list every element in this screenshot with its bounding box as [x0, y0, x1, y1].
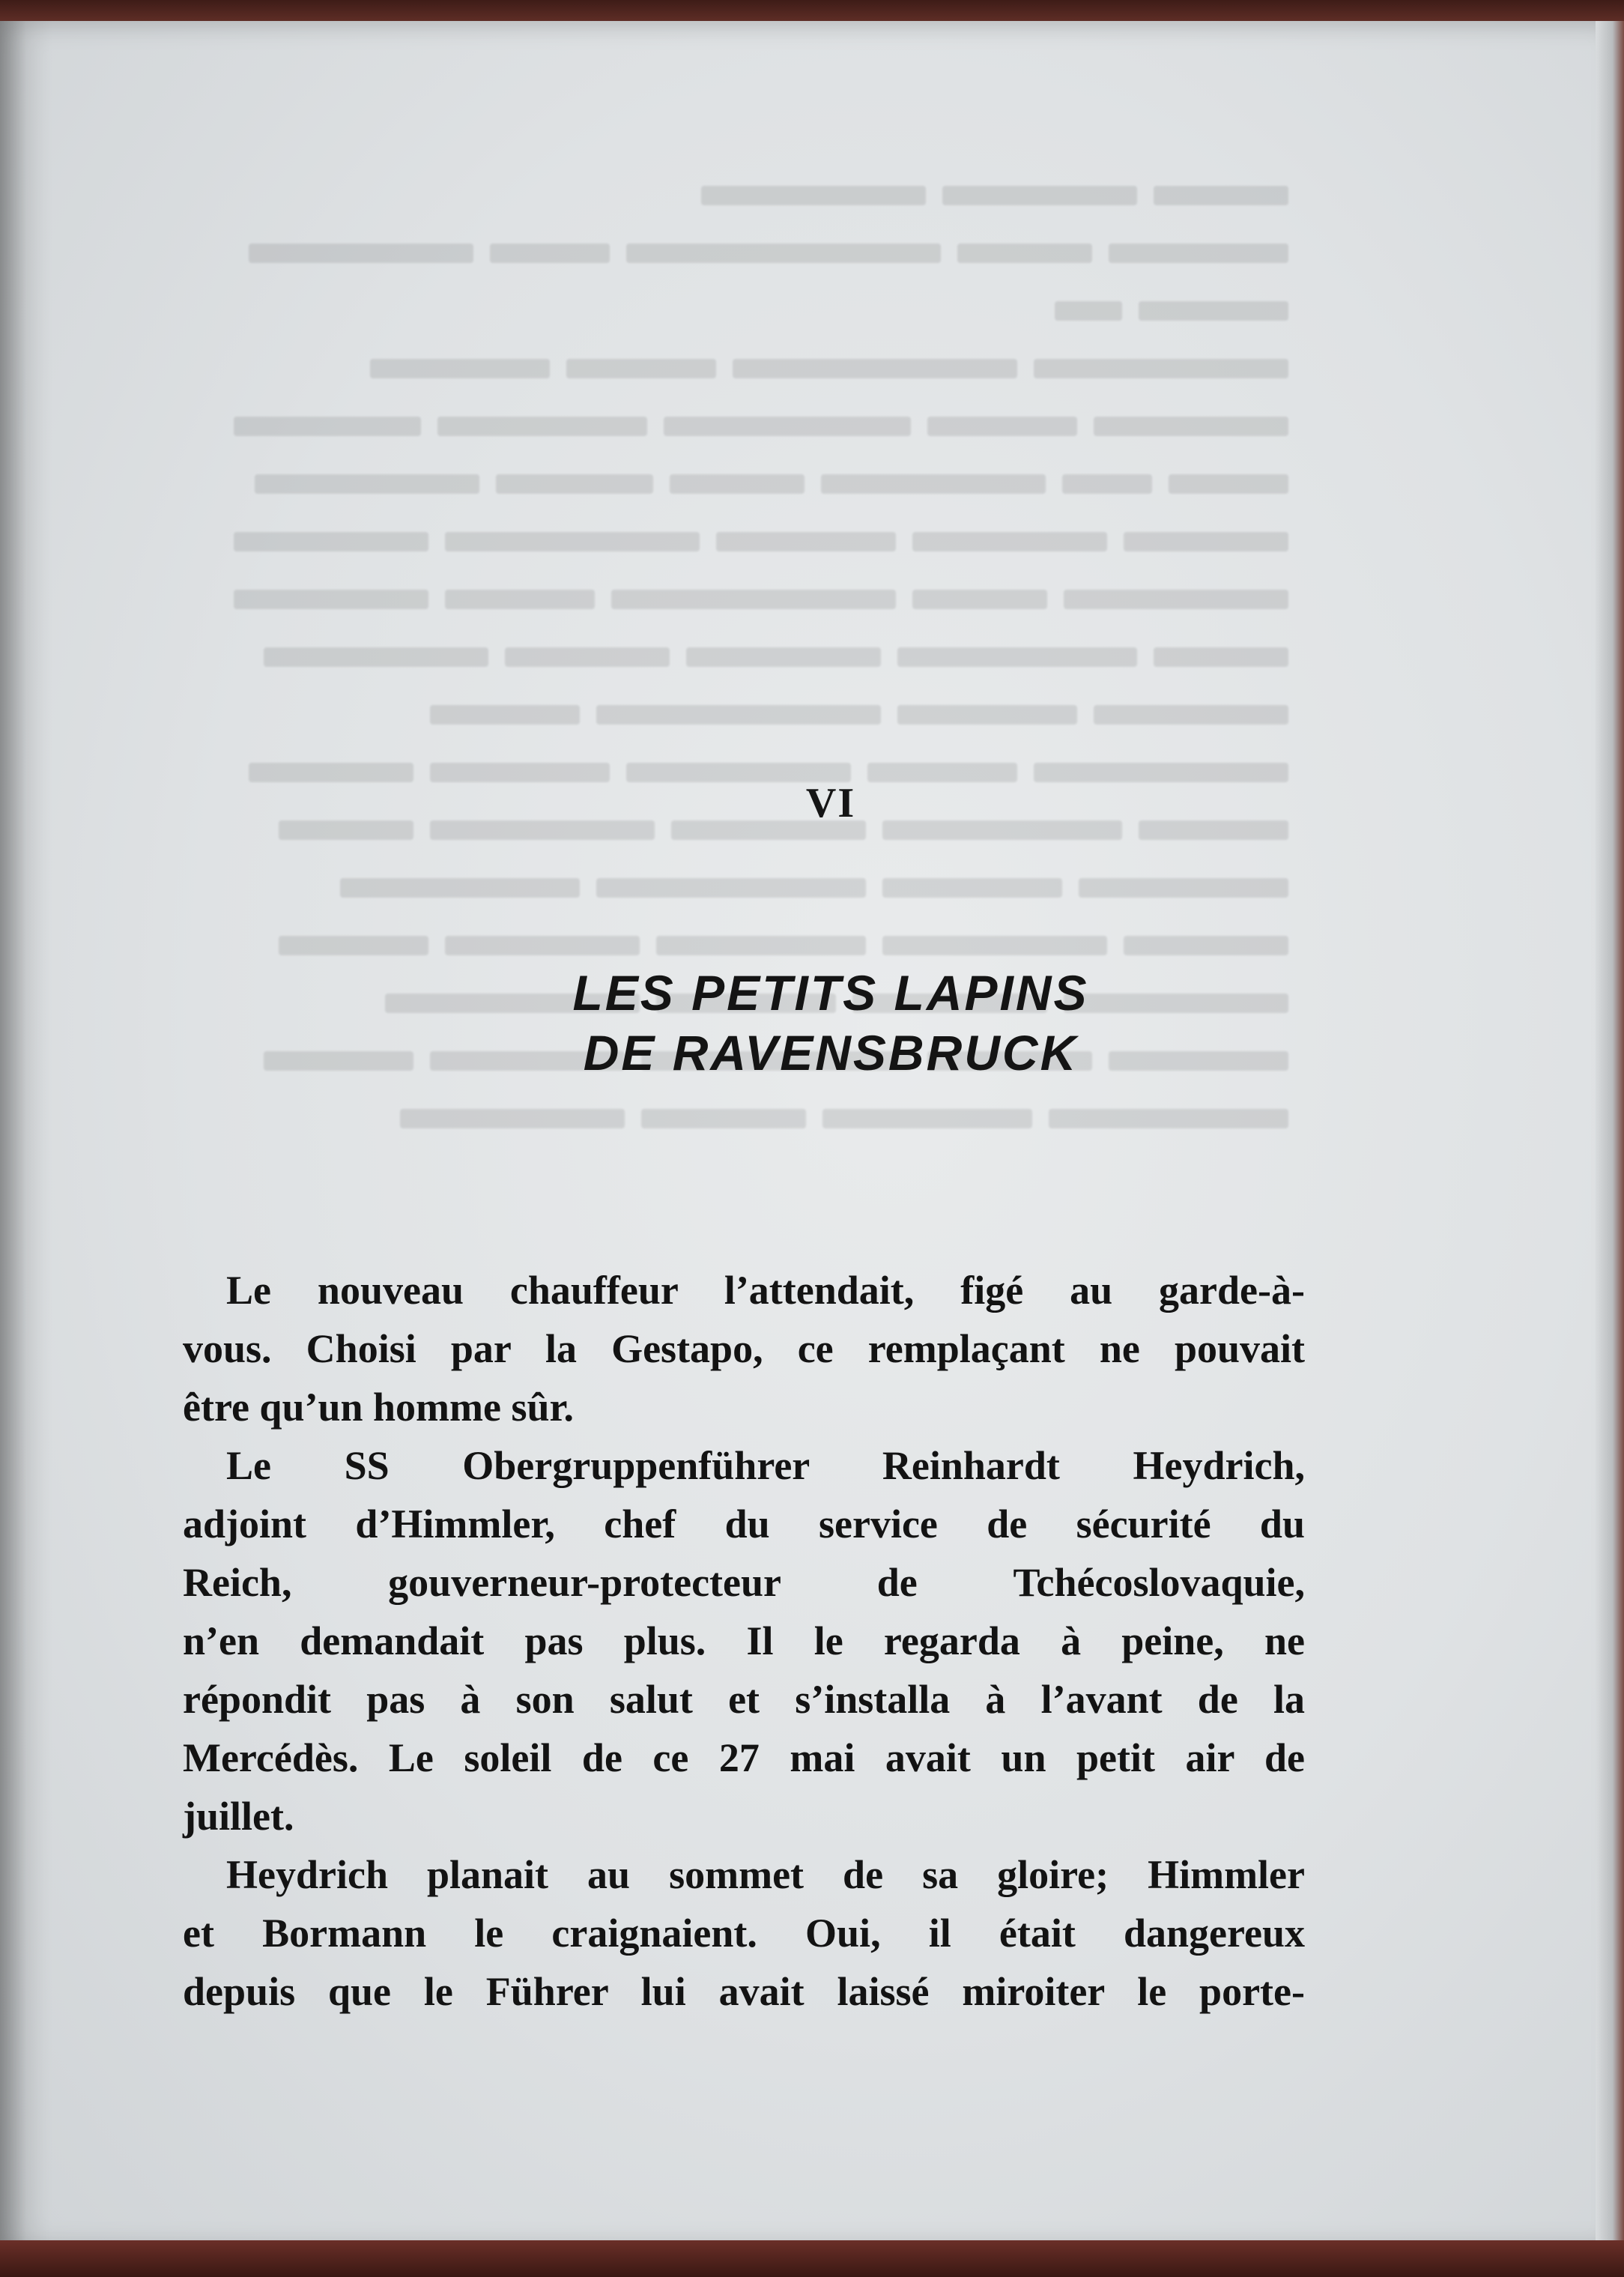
text-line: n’en demandait pas plus. Il le regarda à peine, ne — [183, 1618, 1305, 1663]
spine-shadow — [0, 21, 52, 2250]
text-line: vous. Choisi par la Gestapo, ce remplaçant ne pouvait — [183, 1326, 1305, 1371]
text-line: depuis que le Führer lui avait laissé miroiter le porte- — [183, 1969, 1305, 2014]
paragraph — [183, 1436, 1305, 1845]
text-line: Reich, gouverneur-protecteur de Tchécoslovaquie, — [183, 1560, 1305, 1605]
text-line: adjoint d’Himmler, chef du service de sécurité du — [183, 1502, 1305, 1546]
body-text — [183, 1261, 1305, 2021]
text-line: Le SS Obergruppenführer Reinhardt Heydrich, — [226, 1443, 1305, 1488]
text-line: Le nouveau chauffeur l’attendait, figé au garde-à- — [226, 1268, 1305, 1313]
chapter-title — [0, 963, 1617, 1083]
chapter-number: VI — [805, 780, 856, 826]
text-line: Heydrich planait au sommet de sa gloire; Himmler — [226, 1852, 1305, 1897]
backdrop-bottom — [0, 2240, 1624, 2277]
text-line: juillet. — [183, 1794, 294, 1839]
paragraph — [183, 1845, 1305, 2021]
text-line: Mercédès. Le soleil de ce 27 mai avait un petit air de — [183, 1735, 1305, 1780]
chapter-title-line: DE RAVENSBRUCK — [583, 1025, 1079, 1080]
text-line: être qu’un homme sûr. — [183, 1385, 575, 1430]
text-line: et Bormann le craignaient. Oui, il était dangereux — [183, 1911, 1305, 1956]
text-line: répondit pas à son salut et s’installa à l’avant de la — [183, 1677, 1305, 1722]
paragraph — [183, 1261, 1305, 1436]
chapter-title-line: LES PETITS LAPINS — [572, 965, 1089, 1020]
page-edge — [1596, 21, 1624, 2250]
